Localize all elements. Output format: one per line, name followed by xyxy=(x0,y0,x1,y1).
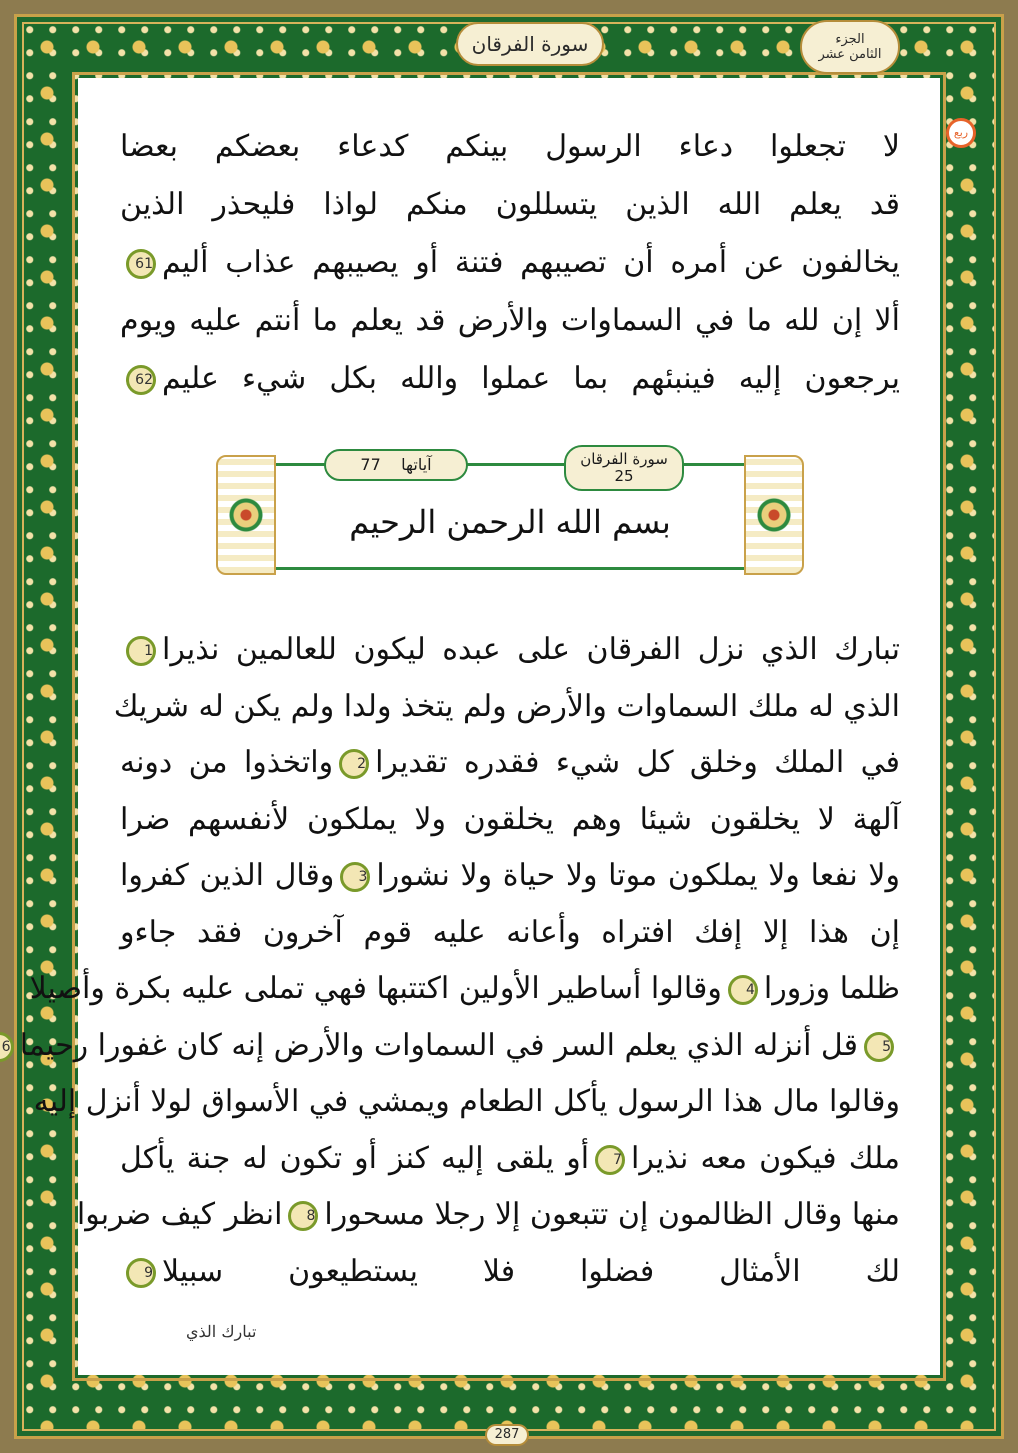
ayat-count: 77 xyxy=(360,455,381,474)
verse-line: ولا نفعا ولا يملكون موتا ولا حياة ولا نشورا3وقال الذين كفروا xyxy=(120,858,900,893)
verse-line: إن هذا إلا إفك افتراه وأعانه عليه قوم آخرون فقد جاءو xyxy=(120,914,900,950)
ayah-number-marker: 5 xyxy=(864,1032,894,1062)
verse-line: آلهة لا يخلقون شيئا وهم يخلقون ولا يملكون لأنفسهم ضرا xyxy=(120,801,900,837)
verse-line: قد يعلم الله الذين يتسللون منكم لواذا فليحذر الذين xyxy=(120,187,900,222)
basmala: بسم الله الرحمن الرحيم xyxy=(349,503,671,541)
header-ornament-right-icon xyxy=(744,455,804,575)
ayat-label: آياتها xyxy=(401,455,432,474)
ayah-number-marker: 8 xyxy=(288,1201,318,1231)
ayah-number-marker: 7 xyxy=(595,1145,625,1175)
header-rail-bottom xyxy=(276,567,744,570)
previous-surah-text xyxy=(120,118,900,408)
juz-number: الثامن عشر xyxy=(818,47,882,62)
ayah-number-marker: 61 xyxy=(126,249,156,279)
page-number: 287 xyxy=(485,1424,529,1446)
ayah-number-marker: 6 xyxy=(0,1032,14,1062)
verse-line: يخالفون عن أمره أن تصيبهم فتنة أو يصيبهم عذاب أليم61 xyxy=(120,234,900,292)
ayah-number-marker: 9 xyxy=(126,1258,156,1288)
verse-line: الذي له ملك السماوات والأرض ولم يتخذ ولدا ولم يكن له شريك xyxy=(113,688,900,724)
verse-line: في الملك وخلق كل شيء فقدره تقديرا2واتخذوا من دونه xyxy=(120,745,900,780)
ayah-number-marker: 62 xyxy=(126,365,156,395)
ayah-number-marker: 4 xyxy=(728,975,758,1005)
verse-line: لك الأمثال فضلوا فلا يستطيعون سبيلا9 xyxy=(120,1244,900,1301)
verse-line: 5قل أنزله الذي يعلم السر في السماوات والأرض إنه كان غفورا رحيما6 xyxy=(120,1018,900,1075)
juz-label: الجزء xyxy=(835,32,865,47)
verse-line: ظلما وزورا4وقالوا أساطير الأولين اكتتبها فهي تملى عليه بكرة وأصيلا xyxy=(29,971,900,1006)
header-ornament-left-icon xyxy=(216,455,276,575)
verse-line: منها وقال الظالمون إن تتبعون إلا رجلا مسحورا8انظر كيف ضربوا xyxy=(76,1197,900,1232)
surah-title: سورة الفرقان xyxy=(580,450,668,468)
verse-line: تبارك الذي نزل الفرقان على عبده ليكون للعالمين نذيرا1 xyxy=(120,622,900,679)
verse-line: لا تجعلوا دعاء الرسول بينكم كدعاء بعضكم بعضا xyxy=(120,129,900,164)
verse-line: يرجعون إليه فينبئهم بما عملوا والله بكل شيء عليم62 xyxy=(120,350,900,408)
verse-line: ألا إن لله ما في السماوات والأرض قد يعلم ما أنتم عليه ويوم xyxy=(120,303,900,338)
ayah-number-marker: 3 xyxy=(340,862,370,892)
verse-line: وقالوا مال هذا الرسول يأكل الطعام ويمشي في الأسواق لولا أنزل إليه xyxy=(33,1084,900,1119)
ayah-number-marker: 2 xyxy=(339,749,369,779)
catchword: تبارك الذي xyxy=(186,1322,257,1341)
ayat-count-pill xyxy=(324,449,468,481)
juz-tab xyxy=(800,20,900,74)
surah-name-tab: سورة الفرقان xyxy=(456,22,604,66)
ayah-number-marker: 1 xyxy=(126,636,156,666)
surah-header-box xyxy=(216,450,804,575)
surah-al-furqan-text xyxy=(1,622,901,1300)
surah-number: 25 xyxy=(614,467,634,485)
surah-title-pill xyxy=(564,445,684,491)
hizb-quarter-icon: ربع xyxy=(946,118,976,148)
verse-line: ملك فيكون معه نذيرا7أو يلقى إليه كنز أو تكون له جنة يأكل xyxy=(120,1140,901,1176)
